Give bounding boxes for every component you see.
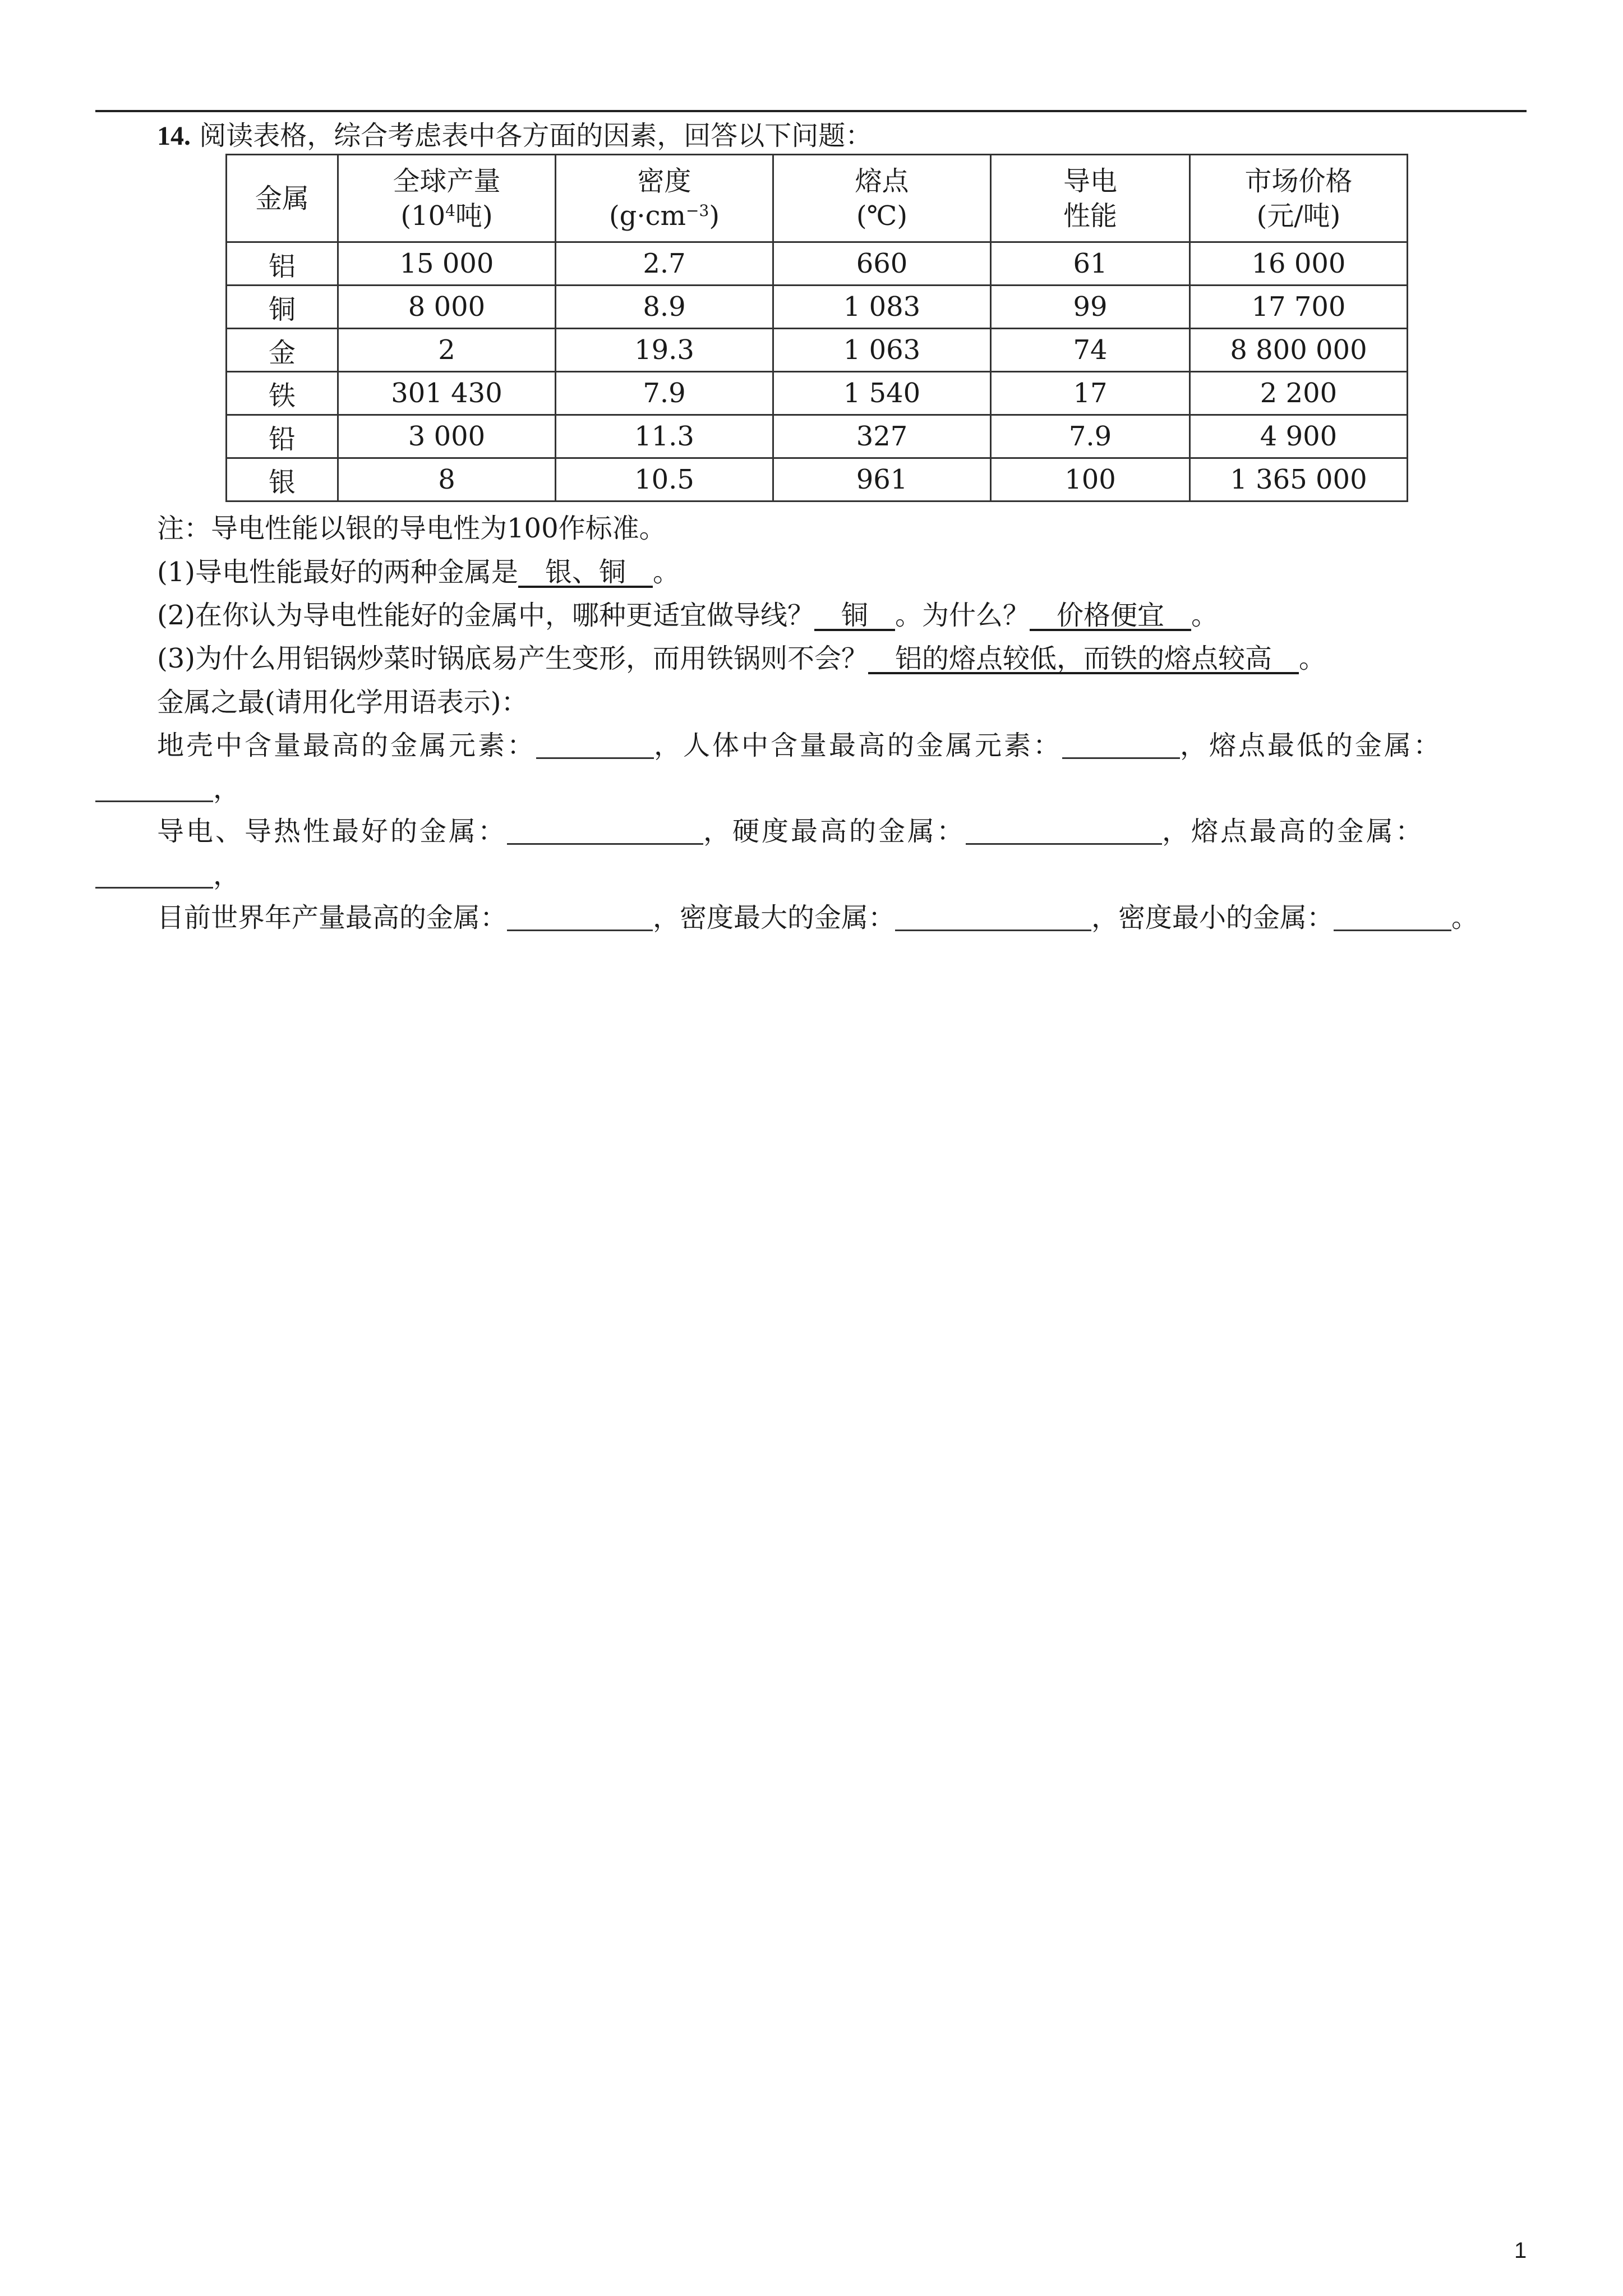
header-rule bbox=[95, 110, 1527, 112]
metals-table bbox=[225, 154, 1408, 502]
table-row bbox=[227, 329, 1408, 372]
fill-blank[interactable] bbox=[966, 818, 1162, 845]
table-row bbox=[227, 242, 1408, 286]
table-cell: 2 200 bbox=[1190, 372, 1408, 415]
page-number: 1 bbox=[1514, 2238, 1527, 2263]
table-cell: 961 bbox=[773, 458, 991, 501]
table-cell: 7.9 bbox=[556, 372, 773, 415]
table-cell: 金 bbox=[227, 329, 338, 372]
answer-text: __价格便宜__ bbox=[1030, 600, 1192, 631]
header-cell-density: 密度 $(g\cdot cm^{-3})$ bbox=[556, 155, 773, 242]
sub-question-1: (1)导电性能最好的两种金属是__银、铜__。 bbox=[157, 556, 680, 588]
table-cell: 16 000 bbox=[1190, 242, 1408, 286]
table-cell: 铜 bbox=[227, 286, 338, 329]
sub-question-2: (2)在你认为导电性能好的金属中，哪种更适宜做导线？__铜__。为什么？__价格便宜__。 bbox=[157, 600, 1219, 631]
table-cell: 1 365 000 bbox=[1190, 458, 1408, 501]
table-cell: 1 063 bbox=[773, 329, 991, 372]
table-cell: 100 bbox=[991, 458, 1190, 501]
fill-blank[interactable] bbox=[895, 905, 1091, 931]
table-cell: 7.9 bbox=[991, 415, 1190, 458]
fill-blank[interactable] bbox=[95, 862, 213, 889]
question-number: 14. bbox=[157, 121, 191, 151]
fill-blank[interactable] bbox=[95, 776, 213, 802]
question-header bbox=[157, 118, 1525, 154]
superlatives-line-2-cont: ， bbox=[95, 857, 1464, 893]
header-cell-metal: 金属 bbox=[227, 155, 338, 242]
superlatives-line-1-cont: ， bbox=[95, 771, 1464, 807]
table-cell: 301 430 bbox=[338, 372, 556, 415]
table-cell: 铝 bbox=[227, 242, 338, 286]
table-cell: 1 083 bbox=[773, 286, 991, 329]
table-row bbox=[227, 286, 1408, 329]
table-row bbox=[227, 372, 1408, 415]
superlatives-line-3: 目前世界年产量最高的金属： ，密度最大的金属： ，密度最小的金属： 。 bbox=[157, 902, 1479, 933]
table-cell: 8 000 bbox=[338, 286, 556, 329]
table-cell: 4 900 bbox=[1190, 415, 1408, 458]
superlatives-title: 金属之最(请用化学用语表示)： bbox=[157, 687, 528, 718]
table-cell: 11.3 bbox=[556, 415, 773, 458]
table-cell: 2.7 bbox=[556, 242, 773, 286]
table-cell: 2 bbox=[338, 329, 556, 372]
header-cell-production: 全球产量 ($10^4$吨) bbox=[338, 155, 556, 242]
table-cell: 327 bbox=[773, 415, 991, 458]
answer-text: __银、铜__ bbox=[518, 556, 653, 588]
table-cell: 银 bbox=[227, 458, 338, 501]
table-row bbox=[227, 415, 1408, 458]
fill-blank[interactable] bbox=[1062, 733, 1180, 759]
table-cell: 19.3 bbox=[556, 329, 773, 372]
header-cell-price: 市场价格 (元/吨) bbox=[1190, 155, 1408, 242]
table-cell: 74 bbox=[991, 329, 1190, 372]
table-header-row bbox=[227, 155, 1408, 242]
question-prompt: 阅读表格，综合考虑表中各方面的因素，回答以下问题： bbox=[199, 120, 873, 151]
table-cell: 铅 bbox=[227, 415, 338, 458]
table-cell: 61 bbox=[991, 242, 1190, 286]
table-cell: 15 000 bbox=[338, 242, 556, 286]
sub-question-3: (3)为什么用铝锅炒菜时锅底易产生变形，而用铁锅则不会？__铝的熔点较低，而铁的熔点较高__。 bbox=[157, 643, 1326, 674]
superlatives-line-1: 地壳中含量最高的金属元素： ，人体中含量最高的金属元素： ，熔点最低的金属： bbox=[157, 730, 1443, 761]
table-cell: 铁 bbox=[227, 372, 338, 415]
table-cell: 8 bbox=[338, 458, 556, 501]
answer-text: __铜__ bbox=[814, 600, 896, 631]
fill-blank[interactable] bbox=[507, 905, 653, 931]
superlatives-line-2: 导电、导热性最好的金属： ，硬度最高的金属： ，熔点最高的金属： bbox=[157, 816, 1425, 847]
table-cell: 99 bbox=[991, 286, 1190, 329]
header-cell-conductivity: 导电 性能 bbox=[991, 155, 1190, 242]
table-cell: 17 700 bbox=[1190, 286, 1408, 329]
fill-blank[interactable] bbox=[507, 818, 703, 845]
table-cell: 3 000 bbox=[338, 415, 556, 458]
header-cell-melting-point: 熔点 (℃) bbox=[773, 155, 991, 242]
table-cell: 10.5 bbox=[556, 458, 773, 501]
table-note: 注：导电性能以银的导电性为100作标准。 bbox=[157, 513, 666, 544]
fill-blank[interactable] bbox=[536, 733, 654, 759]
fill-blank[interactable] bbox=[1334, 905, 1451, 931]
table-cell: 1 540 bbox=[773, 372, 991, 415]
table-cell: 8.9 bbox=[556, 286, 773, 329]
table-cell: 17 bbox=[991, 372, 1190, 415]
table-cell: 8 800 000 bbox=[1190, 329, 1408, 372]
table-cell: 660 bbox=[773, 242, 991, 286]
table-row bbox=[227, 458, 1408, 501]
answer-text: __铝的熔点较低，而铁的熔点较高__ bbox=[868, 643, 1299, 674]
